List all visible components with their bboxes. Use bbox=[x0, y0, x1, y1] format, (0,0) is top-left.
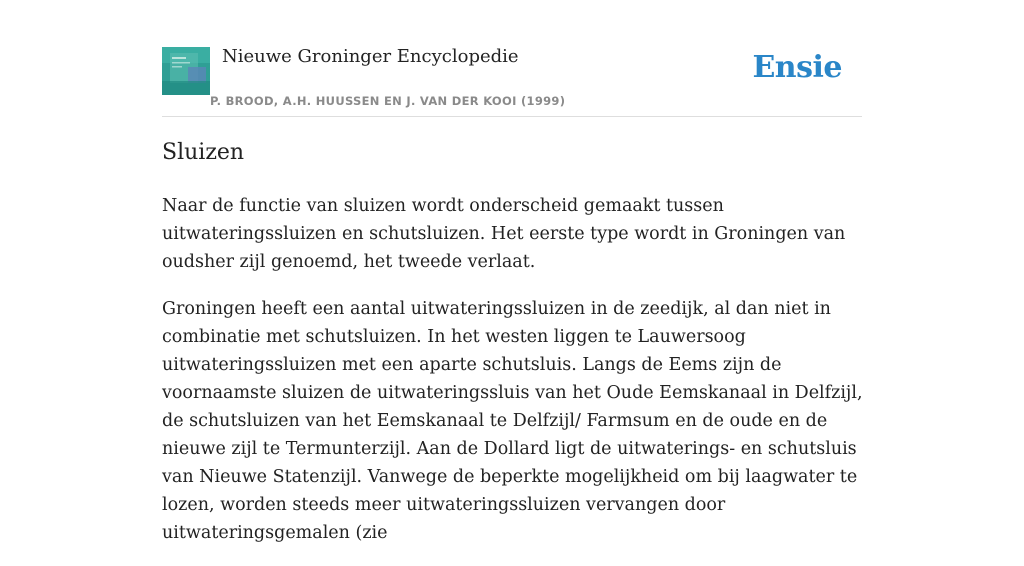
ensie-logo-link[interactable]: Ensie bbox=[752, 50, 842, 85]
book-title[interactable]: Nieuwe Groninger Encyclopedie bbox=[222, 46, 519, 67]
book-cover-logo[interactable] bbox=[162, 47, 210, 95]
book-cover-image bbox=[162, 47, 210, 95]
article-paragraph: Naar de functie van sluizen wordt onderscheid gemaakt tussen uitwateringssluizen en schutsluizen. Het eerste type wordt in Groningen van oudsher zijl genoemd, het tweede verlaat. bbox=[162, 196, 846, 272]
header bbox=[162, 40, 862, 117]
article-title: Sluizen bbox=[162, 140, 245, 165]
article-paragraph: Groningen heeft een aantal uitwateringssluizen in de zeedijk, al dan niet in combinatie met schutsluizen. In het westen liggen te Lauwersoog uitwateringssluizen met een aparte schutsluis. Langs de Eems zijn de voornaamste sluizen de uitwateringssluis van het Oude Eemskanaal in Delfzijl, de schutsluizen van het Eemskanaal te Delfzijl/ Farmsum en de oude en de nieuwe zijl te Termunterzijl. Aan de Dollard ligt de uitwaterings- en schutsluis van Nieuwe Statenzijl. Vanwege de beperkte mogelijkheid om bij laagwater te lozen, worden steeds meer uitwateringssluizen vervangen door uitwateringsgemalen (zie bbox=[162, 299, 863, 543]
article-body bbox=[162, 192, 872, 566]
book-authors: P. BROOD, A.H. HUUSSEN EN J. VAN DER KOOI (1999) bbox=[210, 94, 566, 108]
